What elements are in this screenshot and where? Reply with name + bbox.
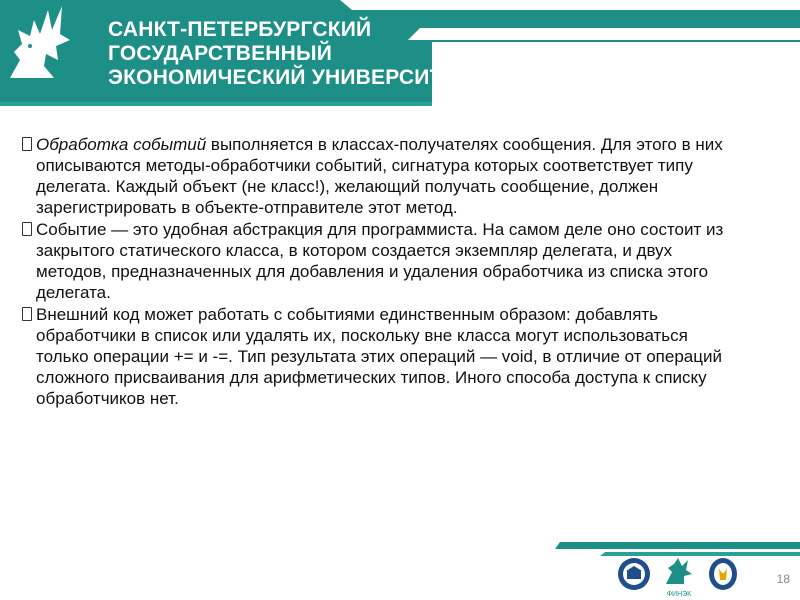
title-line-2: ГОСУДАРСТВЕННЫЙ xyxy=(108,42,333,65)
finec-logo-icon xyxy=(662,556,696,586)
header-banner xyxy=(0,0,800,110)
bullet-icon xyxy=(22,307,32,321)
paragraph-3 xyxy=(22,304,728,409)
emblem-icon xyxy=(706,556,740,592)
paragraph-1-lead: Обработка событий xyxy=(36,135,207,154)
paragraph-1-text: выполняется в классах-получателях сообщения. Для этого в них описываются методы-обработчики событий, сигнатура которых соответствует типу делегата. Каждый объект (не класс!), желающий получать сообщение, должен зарегистрировать в объекте-отправителе этот метод. xyxy=(36,135,723,217)
griffin-logo-icon xyxy=(0,0,78,84)
paragraph-1 xyxy=(22,134,728,218)
university-seal-icon xyxy=(616,556,652,592)
page-number: 18 xyxy=(776,572,790,586)
title-line-3: ЭКОНОМИЧЕСКИЙ УНИВЕРСИТЕТ xyxy=(108,66,470,89)
finec-label: ФИНЭК xyxy=(666,591,692,598)
university-title xyxy=(108,18,470,90)
bullet-icon xyxy=(22,137,32,151)
bullet-icon xyxy=(22,222,32,236)
finec-logo xyxy=(662,556,696,596)
title-line-1: САНКТ-ПЕТЕРБУРГСКИЙ xyxy=(108,18,372,41)
paragraph-2-text: Событие — это удобная абстракция для программиста. На самом деле оно состоит из закрытого статического класса, в котором создается экземпляр делегата, и двух методов, предназначенных для добавления и удаления обработчика из списка этого делегата. xyxy=(36,220,724,302)
slide-content xyxy=(22,134,728,410)
paragraph-2 xyxy=(22,219,728,303)
paragraph-3-text: Внешний код может работать с событиями единственным образом: добавлять обработчики в список или удалять их, поскольку вне класса могут использоваться только операции += и -=. Тип результата этих операций — void, в отличие от операций сложного присваивания для арифметических типов. Иного способа доступа к списку обработчиков нет. xyxy=(36,305,722,408)
